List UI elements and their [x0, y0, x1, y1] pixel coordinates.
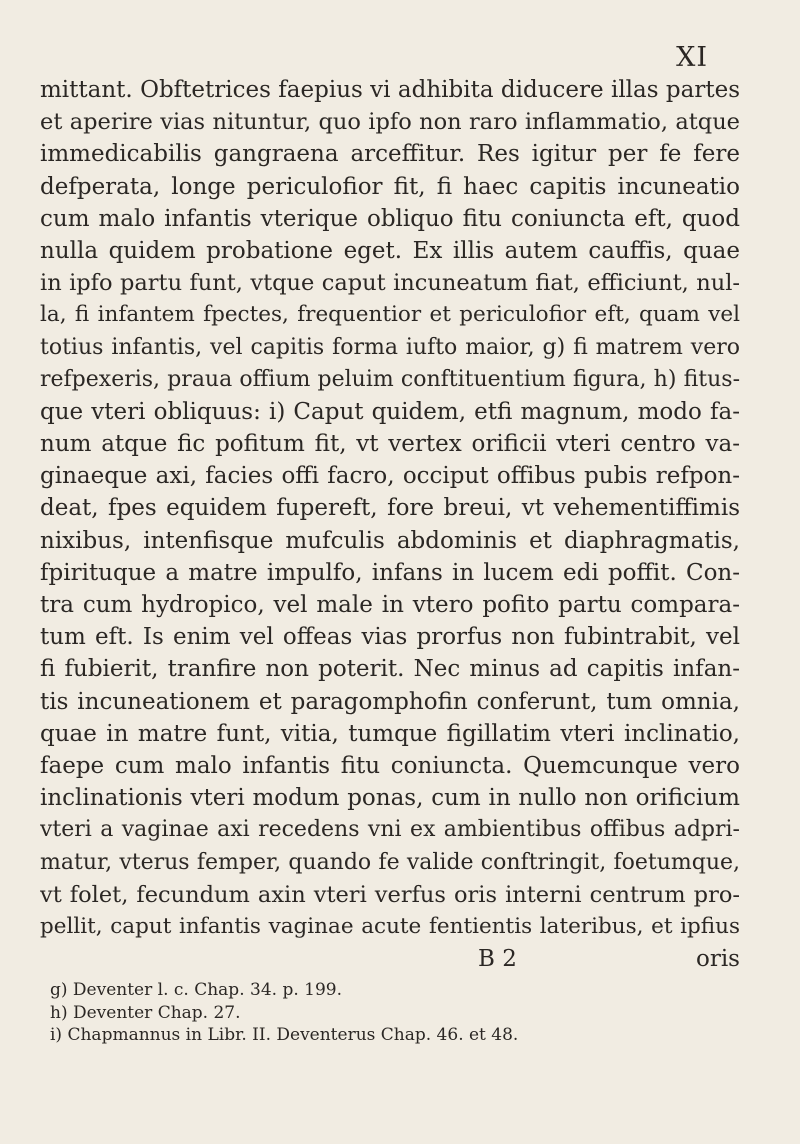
footnote-h: h) Deventer Chap. 27. — [50, 1002, 241, 1023]
text-line: vt folet, fecundum axin vteri verfus oris interni centrum pro- — [40, 881, 740, 908]
text-line: quae in matre funt, vitia, tumque figillatim vteri inclinatio, — [40, 720, 740, 747]
text-line: immedicabilis gangraena arceffitur. Res igitur per fe fere — [40, 141, 740, 168]
footnote-i: i) Chapmannus in Libr. II. Deventerus Chap. 46. et 48. — [50, 1025, 519, 1046]
signature-mark: B 2 — [478, 946, 517, 973]
body-text — [40, 74, 740, 1047]
text-line: ginaeque axi, facies offi facro, occiput offibus pubis refpon- — [40, 463, 740, 490]
text-line: vteri a vaginae axi recedens vni ex ambientibus offibus adpri- — [40, 817, 740, 843]
footnotes — [40, 979, 740, 1047]
text-line: pellit, caput infantis vaginae acute fentientis lateribus, et ipfius — [40, 913, 740, 939]
text-line: inclinationis vteri modum ponas, cum in nullo non orificium — [40, 785, 740, 812]
text-line: mittant. Obftetrices faepius vi adhibita diducere illas partes — [40, 77, 740, 103]
text-line: nixibus, intenfisque mufculis abdominis et diaphragmatis, — [40, 527, 740, 554]
text-line: totius infantis, vel capitis forma iufto maior, g) fi matrem vero — [40, 334, 740, 360]
text-line: la, fi infantem fpectes, frequentior et periculofior eft, quam vel — [40, 302, 740, 328]
text-line: deat, fpes equidem fupereft, fore breui, vt vehementiffimis — [40, 495, 740, 522]
text-line: num atque fic pofitum fit, vt vertex orificii vteri centro va- — [40, 431, 740, 458]
text-line: refpexeris, praua offium peluim conftituentium figura, h) fitus- — [40, 366, 740, 392]
text-line: matur, vterus femper, quando fe valide conftringit, foetumque, — [40, 849, 740, 875]
text-line: nulla quidem probatione eget. Ex illis autem cauffis, quae — [40, 237, 740, 264]
text-line: fi fubierit, tranfire non poterit. Nec minus ad capitis infan- — [40, 656, 740, 683]
page-number: XI — [676, 42, 708, 73]
text-line: faepe cum malo infantis fitu coniuncta. Quemcunque vero — [40, 752, 740, 779]
text-line: tis incuneationem et paragomphofin conferunt, tum omnia, — [40, 688, 740, 715]
text-line: in ipfo partu funt, vtque caput incuneatum fiat, efficiunt, nul- — [40, 270, 740, 297]
text-line: cum malo infantis vterique obliquo fitu coniuncta eft, quod — [40, 205, 740, 232]
footnote-g: g) Deventer l. c. Chap. 34. p. 199. — [50, 980, 342, 1001]
text-line: fpirituque a matre impulfo, infans in lucem edi poffit. Con- — [40, 559, 740, 586]
text-line: defperata, longe periculofior fit, fi haec capitis incuneatio — [40, 173, 740, 200]
signature-line — [40, 943, 740, 975]
text-line: tum eft. Is enim vel offeas vias prorfus non fubintrabit, vel — [40, 624, 740, 651]
text-line: tra cum hydropico, vel male in vtero pofito partu compara- — [40, 592, 740, 618]
text-line: que vteri obliquus: i) Caput quidem, etfi magnum, modo fa- — [40, 398, 740, 425]
catchword: oris — [695, 946, 740, 973]
text-line: et aperire vias nituntur, quo ipfo non raro inflammatio, atque — [40, 109, 740, 136]
